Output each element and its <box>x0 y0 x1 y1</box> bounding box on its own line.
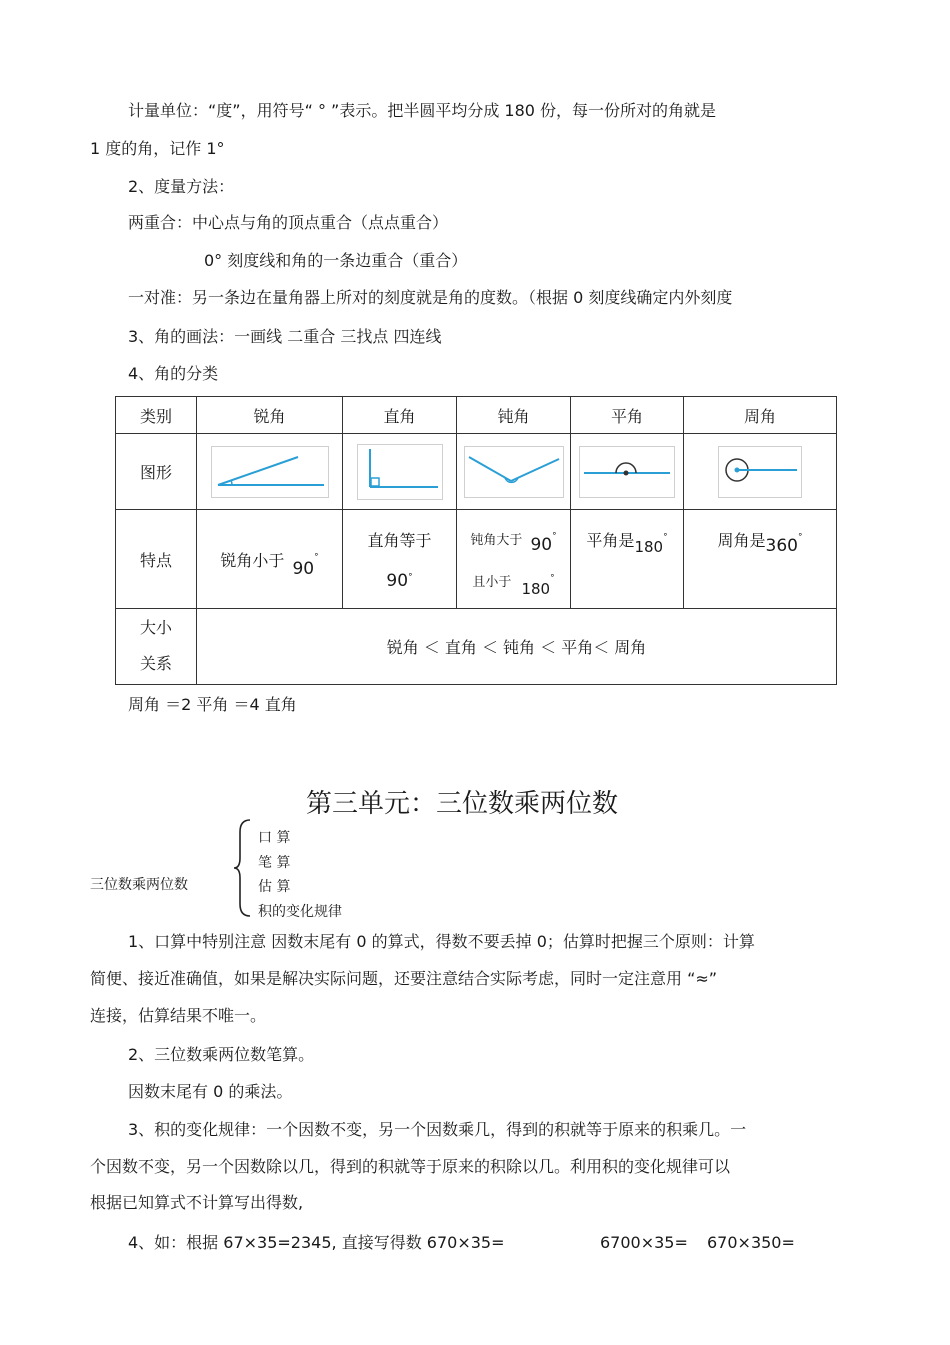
feature-obtuse-text-1: 钝角大于 <box>470 532 523 548</box>
feature-round-text: 周角是 <box>717 531 766 551</box>
degree-mark: ° <box>552 531 557 542</box>
feature-straight-num: 180 <box>634 538 664 557</box>
draw-method-line: 3、角的画法：一画线 二重合 三找点 四连线 <box>128 327 442 346</box>
degree-mark: ° <box>408 572 413 583</box>
brace-item-written: 笔 算 <box>258 855 291 871</box>
figure-right-cell <box>343 434 457 510</box>
feature-right <box>343 510 457 608</box>
para2b: 因数末尾有 0 的乘法。 <box>128 1082 293 1101</box>
angle-classification-table <box>115 396 837 685</box>
row-label-category: 类别 <box>116 397 197 434</box>
figure-round-cell <box>684 434 837 510</box>
straight-angle-icon <box>579 446 675 498</box>
header-straight: 平角 <box>571 397 684 434</box>
brace-item-estimate: 估 算 <box>258 879 291 895</box>
degree-mark: ° <box>663 533 668 544</box>
size-relation: 锐角 ＜ 直角 ＜ 钝角 ＜ 平角＜ 周角 <box>197 608 837 684</box>
measure-method-title: 2、度量方法： <box>128 177 235 196</box>
feature-acute-text: 锐角小于 <box>220 550 285 570</box>
feature-obtuse-num-2: 180 <box>521 579 551 598</box>
header-acute: 锐角 <box>197 397 343 434</box>
para2: 2、三位数乘两位数笔算。 <box>128 1045 315 1064</box>
para4-exercise-3: 670×350= <box>707 1233 795 1252</box>
feature-obtuse-num-1: 90 <box>530 534 553 555</box>
unit-definition-line-2: 1 度的角，记作 1° <box>90 139 225 158</box>
feature-straight-text: 平角是 <box>586 531 635 551</box>
figure-acute-cell <box>197 434 343 510</box>
para3-line1: 3、积的变化规律：一个因数不变，另一个因数乘几，得到的积就等于原来的积乘几。一 <box>128 1120 747 1139</box>
row-label-figure: 图形 <box>116 434 197 510</box>
unit-definition-line-1: 计量单位：“度”，用符号“ ° ”表示。把半圆平均分成 180 份，每一份所对的角就是 <box>128 101 717 120</box>
degree-mark: ° <box>314 552 319 563</box>
row-label-size-1: 大小 <box>139 618 172 638</box>
para1-line1: 1、口算中特别注意 因数末尾有 0 的算式，得数不要丢掉 0；估算时把握三个原则：计算 <box>128 932 755 951</box>
feature-right-num: 90 <box>386 570 409 591</box>
figure-obtuse-cell <box>457 434 571 510</box>
feature-straight <box>571 510 684 608</box>
feature-obtuse <box>457 510 571 608</box>
round-angle-equation: 周角 ＝2 平角 ＝4 直角 <box>128 695 297 714</box>
para4-exercise-2: 6700×35= <box>600 1233 688 1252</box>
feature-acute <box>197 510 343 608</box>
brace-item-oral: 口 算 <box>258 830 291 846</box>
para3-line3: 根据已知算式不计算写出得数, <box>90 1193 304 1212</box>
round-angle-icon <box>718 446 802 498</box>
degree-mark: ° <box>797 533 803 544</box>
classify-title: 4、角的分类 <box>128 364 219 383</box>
header-round: 周角 <box>684 397 837 434</box>
acute-angle-icon <box>211 446 329 498</box>
degree-mark: ° <box>550 573 555 584</box>
unit3-title: 第三单元：三位数乘两位数 <box>305 789 618 819</box>
brace-item-product-rule: 积的变化规律 <box>258 904 342 920</box>
figure-straight-cell <box>571 434 684 510</box>
brace-label: 三位数乘两位数 <box>90 877 188 893</box>
two-coincide-line-1: 两重合：中心点与角的顶点重合（点点重合） <box>128 213 449 232</box>
feature-right-text: 直角等于 <box>367 530 432 550</box>
row-label-feature: 特点 <box>116 510 197 608</box>
para1-line2: 简便、接近准确值，如果是解决实际问题，还要注意结合实际考虑，同时一定注意用 “≈” <box>90 969 718 988</box>
para1-line3: 连接，估算结果不唯一。 <box>90 1006 267 1025</box>
curly-brace-icon <box>232 818 254 918</box>
row-label-size <box>116 608 197 684</box>
para3-line2: 个因数不变，另一个因数除以几，得到的积就等于原来的积除以几。利用积的变化规律可以 <box>90 1157 731 1176</box>
feature-round-num: 360 <box>765 536 798 557</box>
one-align-line: 一对准：另一条边在量角器上所对的刻度就是角的度数。（根据 0 刻度线确定内外刻度 <box>128 288 733 307</box>
feature-obtuse-text-2: 且小于 <box>472 574 512 590</box>
two-coincide-line-2: 0° 刻度线和角的一条边重合（重合） <box>204 251 468 270</box>
right-angle-icon <box>357 444 443 500</box>
header-obtuse: 钝角 <box>457 397 571 434</box>
row-label-size-2: 关系 <box>139 654 172 674</box>
para4: 4、如：根据 67×35=2345, 直接写得数 670×35= <box>128 1233 505 1252</box>
feature-acute-num: 90 <box>292 558 315 579</box>
feature-round <box>684 510 837 608</box>
obtuse-angle-icon <box>464 446 564 498</box>
header-right: 直角 <box>343 397 457 434</box>
